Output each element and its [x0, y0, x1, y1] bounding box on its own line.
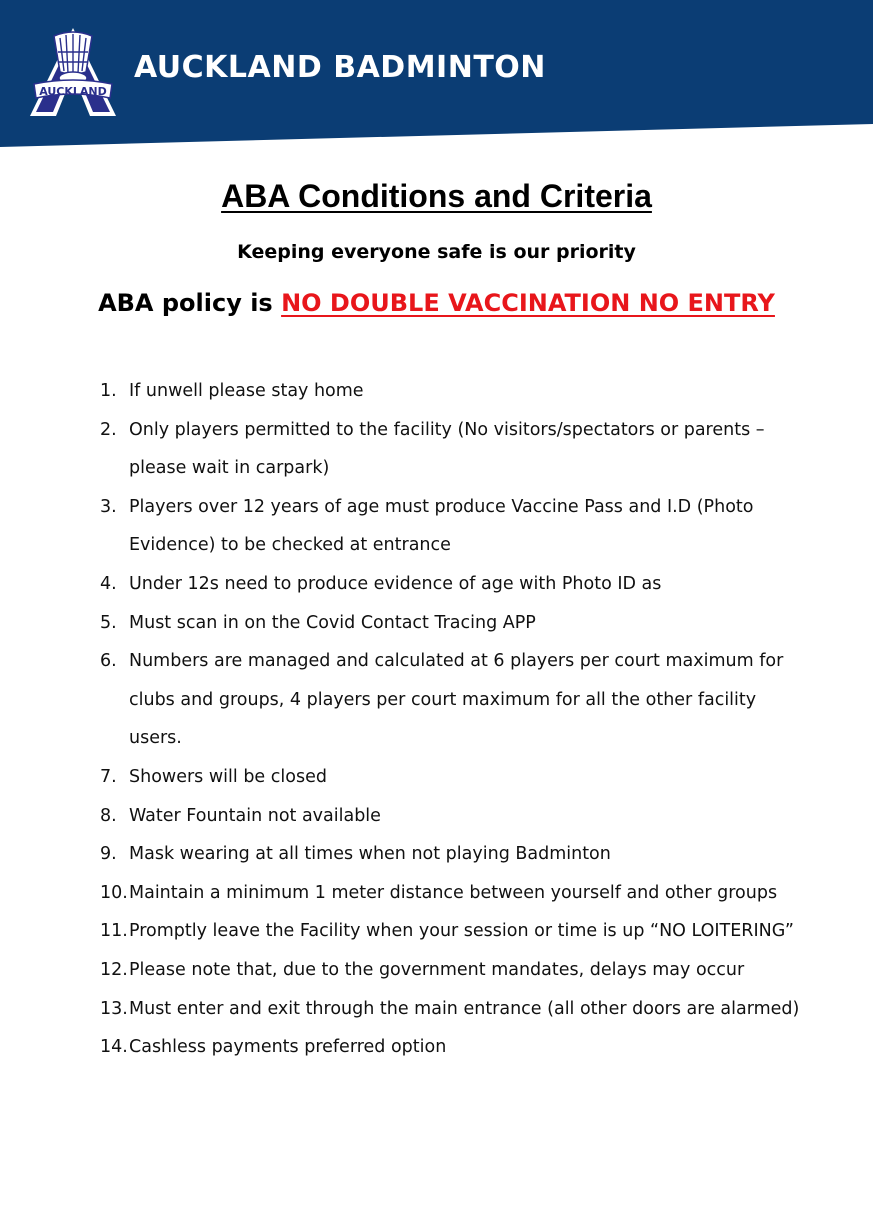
- page-title-text: ABA Conditions and Criteria: [221, 178, 652, 214]
- org-name: AUCKLAND BADMINTON: [134, 50, 546, 85]
- rule-item: [100, 488, 800, 565]
- rule-number: 11.: [100, 921, 128, 942]
- rule-number: 2.: [100, 419, 117, 440]
- rule-text: If unwell please stay home: [129, 381, 364, 401]
- rule-number: 3.: [100, 496, 117, 517]
- rule-item: [100, 874, 800, 913]
- rule-item: [100, 990, 800, 1029]
- rule-text: Under 12s need to produce evidence of age with Photo ID as: [129, 573, 662, 594]
- rule-text: Maintain a minimum 1 meter distance between yourself and other groups: [129, 882, 778, 903]
- logo-text: AUCKLAND: [39, 85, 107, 98]
- rule-text: Numbers are managed and calculated at 6 players per court maximum for clubs and groups, 4 players per court maximum for all the other facility users.: [129, 651, 784, 749]
- rule-item: [100, 912, 800, 951]
- policy-emphasis: NO DOUBLE VACCINATION NO ENTRY: [281, 289, 775, 317]
- rule-item: [100, 642, 800, 758]
- rule-item: [100, 1028, 800, 1067]
- rule-text: Please note that, due to the government mandates, delays may occur: [129, 959, 745, 980]
- policy-statement: [0, 289, 873, 317]
- rule-text: Promptly leave the Facility when your session or time is up “NO LOITERING”: [129, 921, 794, 942]
- page-title: [0, 178, 873, 215]
- rule-text: Only players permitted to the facility (No visitors/spectators or parents – please wait in carpark): [129, 419, 765, 479]
- rule-number: 4.: [100, 573, 117, 594]
- rule-number: 12.: [100, 959, 128, 980]
- rule-number: 10.: [100, 882, 128, 903]
- rule-item: [100, 758, 800, 797]
- rule-item: [100, 604, 800, 643]
- rule-number: 7.: [100, 766, 117, 787]
- rules-list: [100, 372, 800, 1067]
- rule-text: Must scan in on the Covid Contact Tracing APP: [129, 612, 536, 633]
- rule-number: 8.: [100, 805, 117, 826]
- rule-number: 5.: [100, 612, 117, 633]
- rule-number: 6.: [100, 651, 117, 672]
- rule-text: Mask wearing at all times when not playing Badminton: [129, 844, 611, 865]
- rule-number: 1.: [100, 381, 117, 401]
- rule-item: [100, 951, 800, 990]
- rule-number: 14.: [100, 1037, 128, 1058]
- rule-text: Must enter and exit through the main entrance (all other doors are alarmed): [129, 998, 800, 1019]
- shuttlecock-logo-icon: [28, 26, 118, 118]
- rule-item: [100, 565, 800, 604]
- rule-number: 13.: [100, 998, 128, 1019]
- rule-text: Cashless payments preferred option: [129, 1037, 447, 1058]
- page-subtitle: Keeping everyone safe is our priority: [237, 241, 636, 263]
- rule-text: Showers will be closed: [129, 766, 327, 787]
- rule-item: [100, 797, 800, 836]
- rule-text: Players over 12 years of age must produce Vaccine Pass and I.D (Photo Evidence) to be checked at entrance: [129, 496, 754, 556]
- rule-text: Water Fountain not available: [129, 805, 381, 826]
- rule-item: [100, 835, 800, 874]
- rule-item: [100, 372, 800, 411]
- rule-number: 9.: [100, 844, 117, 865]
- policy-prefix: ABA policy is: [98, 289, 273, 317]
- rule-item: [100, 411, 800, 488]
